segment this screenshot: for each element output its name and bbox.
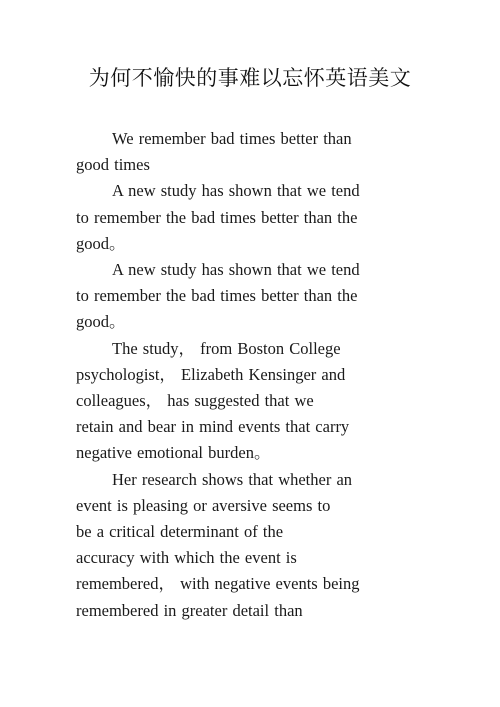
paragraph-1 [76, 126, 426, 178]
document-title: 为何不愉快的事难以忘怀英语美文 [88, 66, 412, 90]
text-line: Her research shows that whether an [112, 469, 353, 489]
text-line: A new study has shown that we tend [112, 181, 360, 201]
paragraph-2 [76, 178, 426, 257]
text-line: remembered in greater detail than [76, 600, 303, 620]
document-body [76, 126, 426, 624]
paragraph-5 [76, 467, 426, 624]
text-line: The study， from Boston College [112, 338, 341, 358]
paragraph-4 [76, 336, 426, 467]
text-line: good。 [76, 312, 126, 332]
text-line: remembered， with negative events being [76, 574, 360, 594]
text-line: colleagues， has suggested that we [76, 391, 314, 411]
text-line: event is pleasing or aversive seems to [76, 495, 331, 515]
text-line: accuracy with which the event is [76, 548, 297, 568]
text-line: negative emotional burden。 [76, 443, 271, 463]
text-line: retain and bear in mind events that carry [76, 417, 350, 437]
text-line: to remember the bad times better than the [76, 207, 358, 227]
text-line: We remember bad times better than [112, 129, 352, 148]
text-line: A new study has shown that we tend [112, 260, 360, 280]
text-line: be a critical determinant of the [76, 522, 284, 542]
text-line: good times [76, 155, 150, 175]
paragraph-3 [76, 257, 426, 336]
text-line: good。 [76, 233, 126, 253]
text-line: psychologist， Elizabeth Kensinger and [76, 364, 346, 384]
text-line: to remember the bad times better than the [76, 286, 358, 306]
